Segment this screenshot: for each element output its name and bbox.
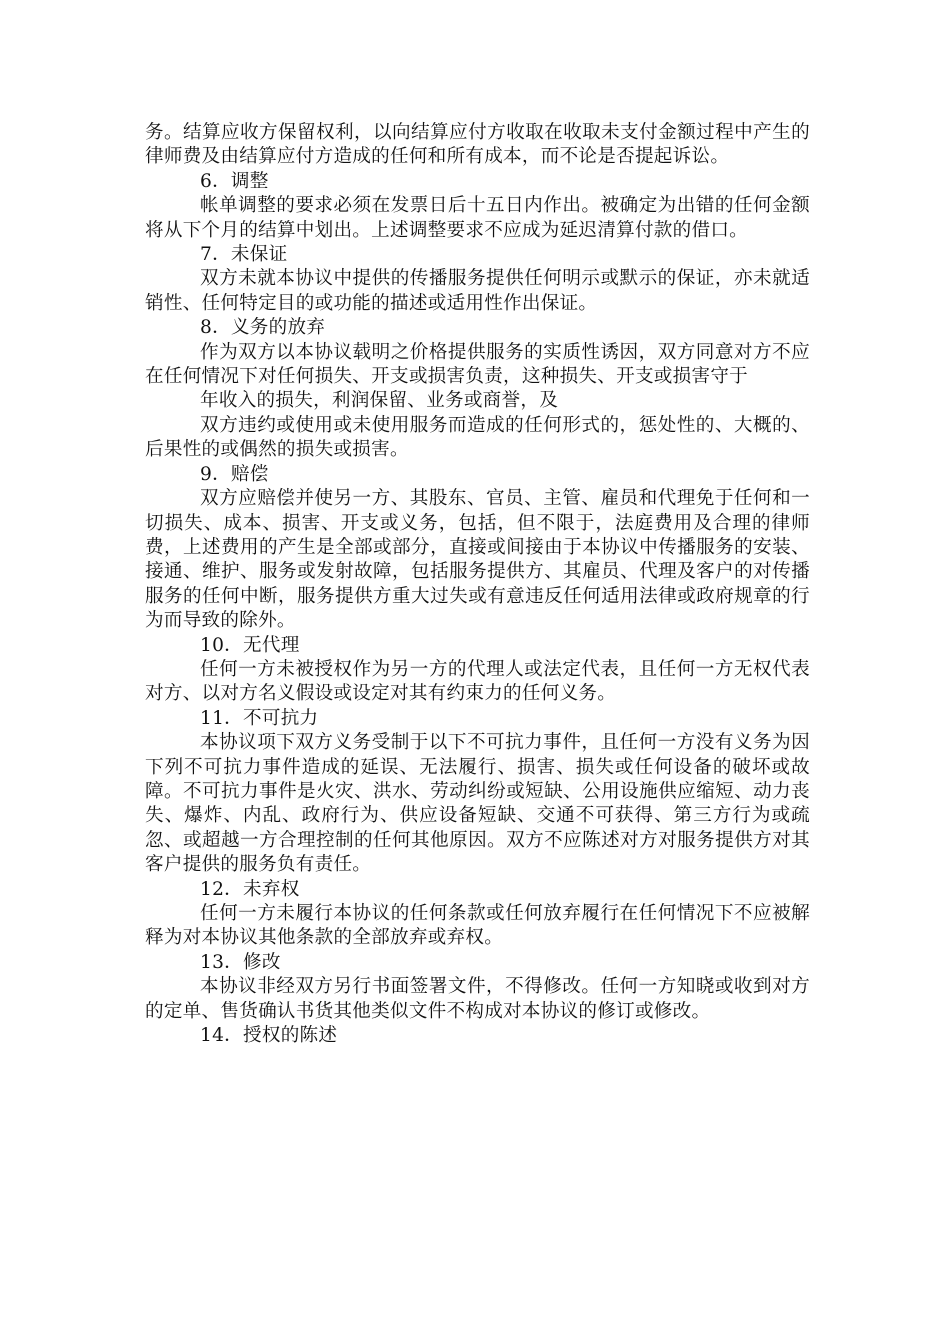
paragraph: 本协议非经双方另行书面签署文件，不得修改。任何一方知晓或收到对方的定单、售货确认书货其他类似文件不构成对本协议的修订或修改。: [145, 976, 810, 1022]
document-page: [145, 121, 810, 1048]
paragraph: 本协议项下双方义务受制于以下不可抗力事件，且任何一方没有义务为因下列不可抗力事件造成的延误、无法履行、损害、损失或任何设备的破坏或故障。不可抗力事件是火灾、洪水、劳动纠纷或短缺、公用设施供应缩短、动力丧失、爆炸、内乱、政府行为、供应设备短缺、交通不可获得、第三方行为或疏忽、或超越一方合理控制的任何其他原因。双方不应陈述对方对服务提供方对其客户提供的服务负有责任。: [145, 732, 810, 876]
paragraph: 帐单调整的要求必须在发票日后十五日内作出。被确定为出错的任何金额将从下个月的结算中划出。上述调整要求不应成为延迟清算付款的借口。: [145, 195, 810, 241]
section-heading-adjustment: 6．调整: [200, 170, 269, 192]
section-heading-amendment: 13．修改: [200, 951, 281, 973]
paragraph: 双方应赔偿并使另一方、其股东、官员、主管、雇员和代理免于任何和一切损失、成本、损害、开支或义务，包括，但不限于，法庭费用及合理的律师费，上述费用的产生是全部或部分，直接或间接由于本协议中传播服务的安装、接通、维护、服务或发射故障，包括服务提供方、其雇员、代理及客户的对传播服务的任何中断，服务提供方重大过失或有意违反任何适用法律或政府规章的行为而导致的除外。: [145, 488, 810, 632]
section-heading-waiver-of-obligations: 8．义务的放弃: [200, 317, 326, 339]
section-heading-no-agency: 10．无代理: [200, 634, 300, 656]
section-heading-no-waiver: 12．未弃权: [200, 878, 300, 900]
section-heading-indemnification: 9．赔偿: [200, 463, 269, 485]
section-heading-no-warranty: 7．未保证: [200, 244, 288, 266]
paragraph-continuation: 务。结算应收方保留权利，以向结算应付方收取在收取未支付金额过程中产生的律师费及由结算应付方造成的任何和所有成本，而不论是否提起诉讼。: [145, 122, 810, 168]
section-heading-force-majeure: 11．不可抗力: [200, 707, 319, 729]
paragraph: 双方违约或使用或未使用服务而造成的任何形式的，惩处性的、大概的、后果性的或偶然的损失或损害。: [145, 414, 810, 461]
paragraph: 双方未就本协议中提供的传播服务提供任何明示或默示的保证，亦未就适销性、任何特定目的或功能的描述或适用性作出保证。: [145, 268, 810, 314]
paragraph: 年收入的损失，利润保留、业务或商誉，及: [200, 390, 559, 412]
paragraph: 任何一方未履行本协议的任何条款或任何放弃履行在任何情况下不应被解释为对本协议其他条款的全部放弃或弃权。: [145, 903, 810, 949]
paragraph: 任何一方未被授权作为另一方的代理人或法定代表，且任何一方无权代表对方、以对方名义假设或设定对其有约束力的任何义务。: [145, 658, 810, 705]
paragraph: 作为双方以本协议载明之价格提供服务的实质性诱因，双方同意对方不应在任何情况下对任何损失、开支或损害负责，这种损失、开支或损害守于: [145, 341, 810, 388]
section-heading-authority: 14．授权的陈述: [200, 1025, 338, 1047]
